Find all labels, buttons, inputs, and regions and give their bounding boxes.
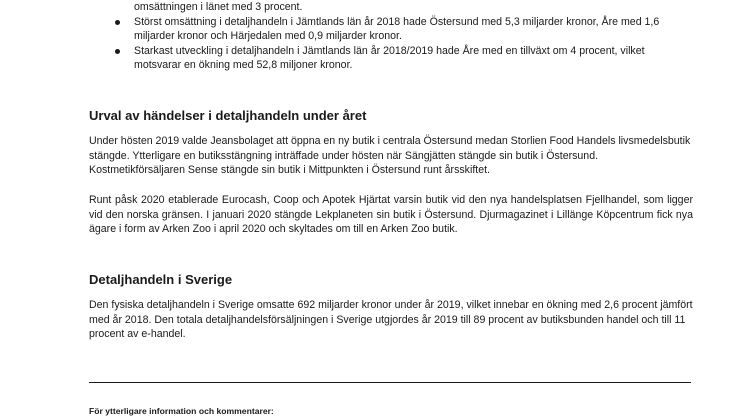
bullet-item-continued: [112, 0, 672, 15]
bullet-text: Störst omsättning i detaljhandeln i Jämtlands län år 2018 hade Östersund med 5,3 miljarder kronor, Åre med 1,6 miljarder kronor och Härjedalen med 0,9 miljarder kronor.: [134, 15, 660, 43]
bullet-text: Starkast utveckling i detaljhandeln i Jämtlands län år 2018/2019 hade Åre med en tillväxt om 4 procent, vilket motsvarar en ökning med 52,8 miljoner kronor.: [134, 44, 645, 72]
bullet-list: [112, 0, 672, 73]
section-heading-events: Urval av händelser i detaljhandeln under året: [89, 108, 367, 123]
bullet-text: omsättningen i länet med 3 procent.: [134, 1, 303, 13]
bullet-dot-icon: [115, 49, 120, 54]
footer-contact-label: För ytterligare information och kommentarer:: [89, 406, 274, 416]
paragraph-events-2: Runt påsk 2020 etablerade Eurocash, Coop och Apotek Hjärtat varsin butik vid den nya handelsplatsen Fjellhandel, som ligger vid den norska gränsen. I januari 2020 stängde Lekplaneten sin butik i Östersund. Djurmagazinet i Lillänge Köpcentrum fick nya ägare i form av Arken Zoo i april 2020 och skyltades om till en Arken Zoo butik.: [89, 194, 693, 236]
section-heading-sweden: Detaljhandeln i Sverige: [89, 272, 233, 287]
bullet-item: [112, 44, 672, 73]
bullet-dot-icon: [115, 20, 120, 25]
horizontal-divider: [89, 382, 691, 383]
paragraph-events-1: Under hösten 2019 valde Jeansbolaget att öppna en ny butik i centrala Östersund medan Storlien Food Handels livsmedelsbutik stängde. Ytterligare en butiksstängning inträffade under hösten när Sängjätten stängde sin butik i Östersund. Kostmetikförsäljaren Sense stängde sin butik i Mittpunkten i Östersund runt årsskiftet.: [89, 135, 691, 177]
paragraph-sweden-1: Den fysiska detaljhandeln i Sverige omsatte 692 miljarder kronor under år 2019, vilket innebar en ökning med 2,6 procent jämfört med år 2018. Den totala detaljhandelsförsäljningen i Sverige utgjordes år 2019 till 89 procent av butiksbunden handel och till 11 procent av e-handel.: [89, 299, 693, 341]
bullet-item: [112, 15, 672, 44]
